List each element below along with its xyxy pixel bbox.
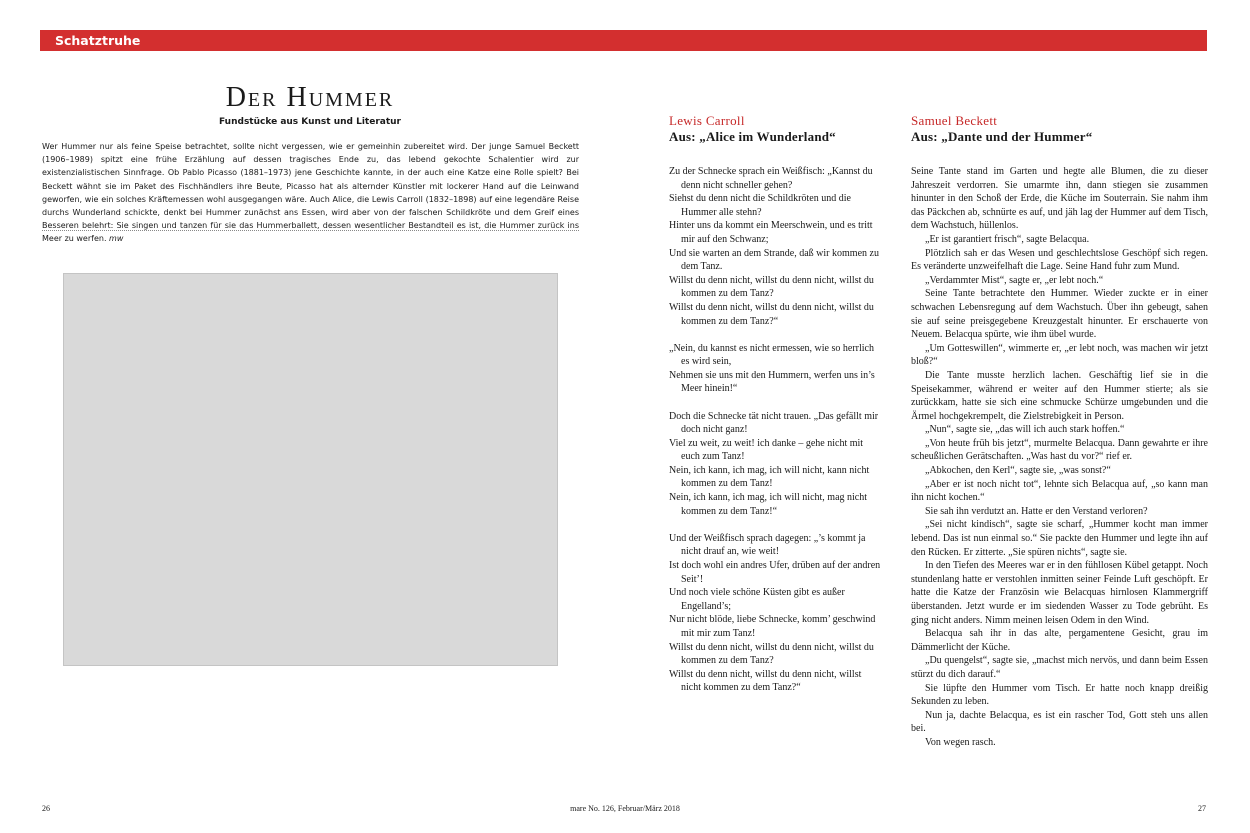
poem-line: Und noch viele schöne Küsten gibt es außer Engelland’s; [669,587,845,612]
poem-stanza [669,342,882,396]
carroll-author: Lewis Carroll [669,113,745,128]
poem-line: Und sie warten an dem Strande, daß wir kommen zu dem Tanz. [669,247,879,273]
poem-line: Nein, ich kann, ich mag, ich will nicht, mag nicht kommen zu dem Tanz!“ [669,492,868,517]
article-title: Der Hummer [225,82,395,113]
intro-divider [42,230,579,231]
prose-paragraph: Die Tante musste herzlich lachen. Geschäftig lief sie in die Speisekammer, während er weiter auf den Hummer stierte; als sie zurückkam, hatte sie sich eine schmucke Schürze umgebunden und die Ärmel hochgekrempelt, die Zielstrebigkeit in Person. [911,369,1208,422]
prose-paragraph: „Verdammter Mist“, sagte er, „er lebt noch.“ [925,274,1104,286]
poem-line: Doch die Schnecke tät nicht trauen. „Das gefällt mir doch nicht ganz! [669,410,879,436]
section-header-bar [40,30,1207,51]
poem-stanza [669,410,882,519]
artwork-image-placeholder [63,273,558,666]
article-subtitle: Fundstücke aus Kunst und Literatur [218,117,401,127]
prose-paragraph: „Du quengelst“, sagte sie, „machst mich nervös, und dann beim Essen stürzt du dich darauf.“ [911,655,1208,680]
prose-paragraph: „Nun“, sagte sie, „das will ich auch stark hoffen.“ [925,424,1125,436]
poem-line: Zu der Schnecke sprach ein Weißfisch: „Kannst du denn nicht schneller gehen? [669,166,873,191]
prose-paragraph: Von wegen rasch. [925,736,996,748]
prose-paragraph: Belacqua sah ihr in das alte, pergamentene Gesicht, grau im Dämmerlicht der Küche. [911,628,1208,653]
prose-paragraph: „Er ist garantiert frisch“, sagte Belacqua. [925,233,1090,245]
prose-paragraph: „Abkochen, den Kerl“, sagte sie, „was sonst?“ [925,465,1111,477]
intro-text: Wer Hummer nur als feine Speise betrachtet, sollte nicht vergessen, wie er gemeinhin zubereitet wird. Der junge Samuel Beckett (1906–1989) spitzt eine frühe Erzählung auf dessen tragisches Ende zu, das lebend gekochte Schalentier wird zur existenzialistischen Sinnfrage. Ob Pablo Picasso (1881–1973) jene Geschichte kannte, in der auch eine Katze eine Rolle spielt? Bei Beckett wähnt sie im Paket des Fischhändlers ihre Beute, Picasso hat als alternder Künstler mit lockerer Hand auf die Leinwand geworfen, wie ein solches Kräftemessen wohl ausgegangen wäre. Auch Alice, die Lewis Carroll (1832–1898) auf eine legendäre Reise durchs Wunderland schickte, denkt bei Hummer zunächst ans Essen, wird aber von der falschen Schildkröte und dem Greif eines Besseren belehrt: Sie singen und tanzen für sie das Hummerballett, dessen wesentlicher Bestandteil es ist, die Hummer zurück ins Meer zu werfen. [42,142,579,244]
prose-paragraph: Seine Tante betrachtete den Hummer. Wieder zuckte er in einer schwachen Lebensregung auf dem Wachstuch. Über ihn gebeugt, sahen sie auf seine preisgegebene Kreuzgestalt hinunter. Er erschauerte von Neuem. Belacqua spürte, wie ihm übel wurde. [911,288,1208,341]
beckett-work-title: Aus: „Dante und der Hummer“ [911,129,1093,144]
page-number-right: 27 [1198,804,1206,813]
poem-line: Und der Weißfisch sprach dagegen: „’s kommt ja nicht drauf an, wie weit! [669,532,866,558]
poem-stanza [669,165,882,328]
poem-line: Viel zu weit, zu weit! ich danke – gehe nicht mit euch zum Tanz! [669,437,864,463]
poem-line: Siehst du denn nicht die Schildkröten und die Hummer alle stehn? [669,193,851,218]
poem-line: Willst du denn nicht, willst du denn nicht, willst du kommen zu dem Tanz? [669,274,874,300]
poem-line: Nehmen sie uns mit den Hummern, werfen uns in’s Meer hinein!“ [669,369,875,395]
intro-signature: mw [109,234,124,244]
page-number-left: 26 [42,804,50,813]
prose-paragraph: „Um Gotteswillen“, wimmerte er, „er lebt noch, was machen wir jetzt bloß?“ [911,342,1208,368]
poem-line: Hinter uns da kommt ein Meerschwein, und es tritt mir auf den Schwanz; [669,220,873,245]
prose-paragraph: „Aber er ist noch nicht tot“, lehnte sich Belacqua auf, „so kann man ihn nicht kochen.“ [911,478,1208,504]
poem-line: Willst du denn nicht, willst du denn nicht, willst nicht kommen zu dem Tanz?“ [669,668,862,694]
prose-paragraph: „Von heute früh bis jetzt“, murmelte Belacqua. Dann gewahrte er ihre scheußlichen Gerätschaften. „Was hast du vor?“ rief er. [911,437,1208,463]
poem-line: Nein, ich kann, ich mag, ich will nicht, kann nicht kommen zu dem Tanz! [669,464,870,490]
carroll-column [669,113,882,708]
prose-paragraph: Nun ja, dachte Belacqua, es ist ein rascher Tod, Gott steh uns allen bei. [911,709,1208,735]
poem-line: Nur nicht blöde, liebe Schnecke, komm’ geschwind mit mir zum Tanz! [669,614,876,639]
carroll-work-title: Aus: „Alice im Wunderland“ [669,129,836,144]
magazine-issue: mare No. 126, Februar/März 2018 [570,804,680,813]
beckett-prose [911,165,1208,750]
prose-paragraph: In den Tiefen des Meeres war er in den fühllosen Kübel getappt. Noch stundenlang hatte er verstohlen inmitten seiner Feinde Luft geschöpft. Er hatte die Katze der Französin wie Belacquas hirnlosen Klammergriff überstanden. Jetzt wurde er im siedenden Wasser zu Tode gebrüht. Es ging nicht anders. Nimm meinen leisen Odem in den Wind. [911,560,1208,626]
beckett-author: Samuel Beckett [911,113,998,128]
beckett-column [911,113,1208,750]
prose-paragraph: Seine Tante stand im Garten und hegte alle Blumen, die zu dieser Jahreszeit verdorren. Sie umarmte ihn, dann stiegen sie zusammen hinunter in den Schoß der Erde, die Küche im Souterrain. Sie nahm ihm das Päckchen ab, schnürte es auf, und jäh lag der Hummer auf dem Tisch, dem Wachstuch, hüllenlos. [911,166,1208,232]
section-label: Schatztruhe [55,33,141,48]
prose-paragraph: „Sei nicht kindisch“, sagte sie scharf, „Hummer kocht man immer lebend. Das ist nun einmal so.“ Sie packte den Hummer und legte ihn auf den Rücken. Er zitterte. „Sie spüren nichts“, sagte sie. [911,519,1208,558]
poem-stanza [669,532,882,695]
poem-line: Willst du denn nicht, willst du denn nicht, willst du kommen zu dem Tanz? [669,641,874,667]
poem-line: Willst du denn nicht, willst du denn nicht, willst du kommen zu dem Tanz?“ [669,301,874,327]
poem-line: „Nein, du kannst es nicht ermessen, wie so herrlich es wird sein, [669,342,874,368]
prose-paragraph: Sie lüpfte den Hummer vom Tisch. Er hatte noch knapp dreißig Sekunden zu leben. [911,682,1208,708]
prose-paragraph: Plötzlich sah er das Wesen und geschlechtslose Geschöpf sich regen. Es veränderte unzweifelhaft die Lage. Seine Hand fuhr zum Mund. [911,247,1208,273]
carroll-poem [669,165,882,695]
poem-line: Ist doch wohl ein andres Ufer, drüben auf der andren Seit’! [669,559,881,585]
prose-paragraph: Sie sah ihn verdutzt an. Hatte er den Verstand verloren? [925,505,1148,517]
